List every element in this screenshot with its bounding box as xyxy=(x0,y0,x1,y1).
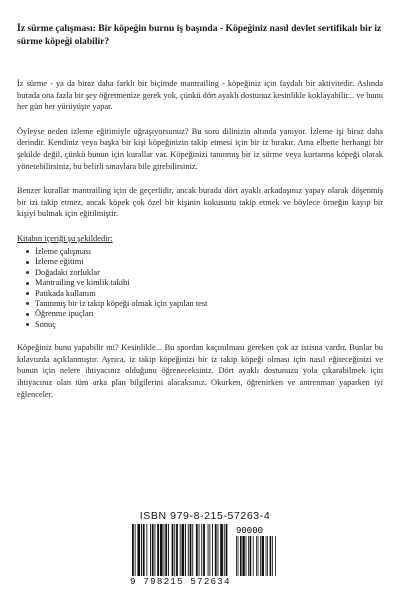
toc-item: Mantrailing ve kimlik takibi xyxy=(29,278,383,288)
isbn-label: ISBN 979-8-215-57263-4 xyxy=(139,510,271,522)
toc-item: İzleme eğitimi xyxy=(29,257,383,267)
intro-paragraph: İz sürme - ya da biraz daha farklı bir biçimde mantrailing - köpeğiniz için faydalı bir aktivitedir. Aslında burada ona fazla bir şey öğretmenize gerek yok, çünkü dört ayaklı dostunuz kesinlikle koklayabilir... ve bunu her gün her yürüyüşte yapar. xyxy=(17,79,383,112)
isbn-barcode xyxy=(130,510,280,586)
toc-item: Öğrenme ipuçları xyxy=(29,309,383,319)
toc-heading: Kitabın içeriği şu şekildedir: xyxy=(17,233,113,243)
book-title: İz sürme çalışması: Bir köpeğin burnu iş başında - Köpeğiniz nasıl devlet sertifikalı bir iz sürme köpeği olabilir? xyxy=(17,23,382,47)
toc-list xyxy=(17,247,383,330)
toc-item: Tanınmış bir iz takip köpeği olmak için yapılan test xyxy=(29,299,383,309)
barcode-bars-icon xyxy=(132,524,278,576)
ean-digits: 9 798215 572634 xyxy=(130,576,231,587)
price-code: 90000 xyxy=(236,526,264,536)
second-paragraph: Öyleyse neden izleme eğitimiyle uğraşıyorsunuz? Bu soru dilinizin altında yanıyor. İzleme işi biraz daha derindir. Kendiniz veya başka bir kişi köpeğinizin takip etmesi için bir iz bırakır. Ama elbette herhangi bir şekilde değil, çünkü bunun için kurallar var. Köpeğinizi tanınmış bir iz sürme veya kurtarma köpeği olarak yönetebilirsiniz, bu belirli sınavlara bile girebilirsiniz. xyxy=(17,126,383,171)
closing-paragraph: Köpeğiniz bunu yapabilir mi? Kesinlikle... Bu spordan kaçınılması gereken çok az istisna vardır. Bunlar bu kılavuzda açıklanmıştır. Ayrıca, iz takip köpeğinizi bir iz takip köpeği olması için nasıl eğiteceğinizi ve bunun için nelere ihtiyacınız olduğunu öğreneceksiniz. Dört ayaklı dostunuzu yola çıkarabilmek için ihtiyacınız olan tüm arka plan bilgilerini alacaksınız. Okurken, öğrenirken ve antrenman yaparken iyi eğlenceler. xyxy=(17,343,383,399)
back-cover-text xyxy=(17,22,383,413)
toc-item: Sonuç xyxy=(29,320,383,330)
toc-item: Doğadaki zorluklar xyxy=(29,268,383,278)
third-paragraph: Benzer kurallar mantrailing için de geçerlidir, ancak burada dört ayaklı arkadaşınız yapay olarak döşenmiş bir izi takip etmez, ancak köpek çok özel bir kişinin kokusunu takip etmek ve böylece örneğin kayıp bir kişiyi bulmak için eğitilmiştir. xyxy=(17,186,383,219)
toc-item: Patikada kullanım xyxy=(29,289,383,299)
toc-item: İzleme çalışması xyxy=(29,247,383,257)
